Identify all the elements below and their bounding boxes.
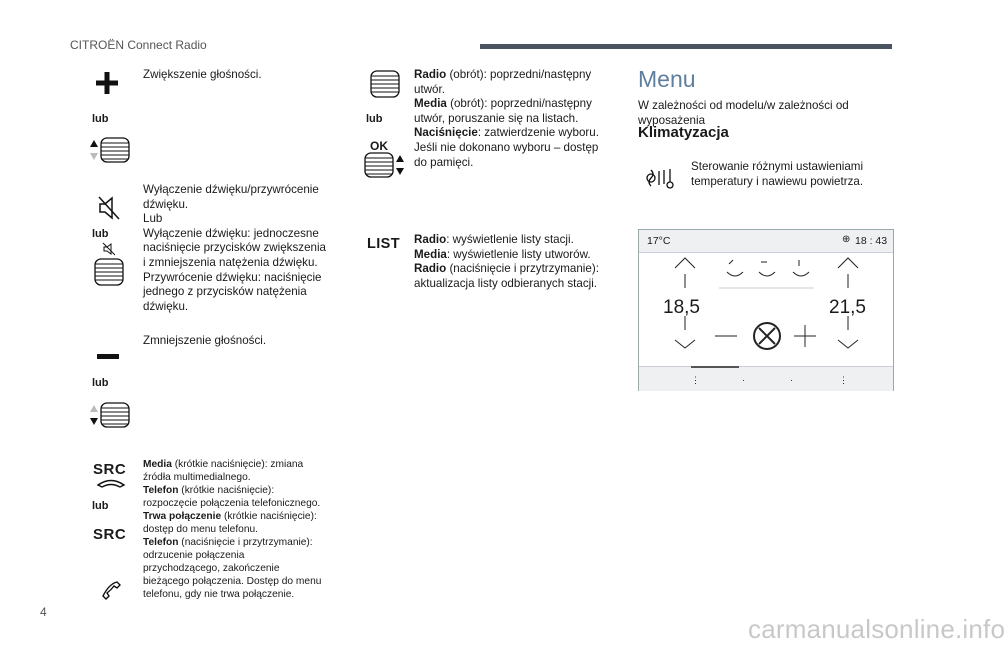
mute-description: Wyłączenie dźwięku/przywrócenie dźwięku. Lub Wyłączenie dźwięku: jednoczesne naciśnięcie przycisków zwiększenia i zmniejszenia natężenia dźwięku. Przywrócenie dźwięku: naciśnięcie jednego z przycisków natężenia dźwięku. [143, 183, 326, 313]
lub-label: lub [366, 113, 383, 125]
running-header: CITROËN Connect Radio [70, 38, 207, 52]
phone-icon [96, 478, 126, 488]
clock-icon: ⊕ [842, 234, 851, 245]
climate-icon [644, 166, 680, 190]
klimatyzacja-heading: Klimatyzacja [638, 124, 729, 141]
vol-down-text: Zmniejszenie głośności. [143, 334, 267, 347]
minus-icon [97, 354, 119, 360]
page-number: 4 [40, 605, 47, 619]
menu-dots-icon: ⋮ [691, 375, 700, 385]
lub-label: lub [92, 228, 109, 240]
ok-label: OK [370, 139, 388, 153]
menu-heading: Menu [638, 66, 696, 92]
plus-icon [96, 72, 118, 94]
lub-label: lub [92, 500, 109, 512]
wheel-thumb-up-icon [88, 137, 130, 163]
src-button-label: SRC [93, 461, 127, 478]
screen-bottom-bar [639, 366, 893, 391]
mute-small-icon [102, 242, 116, 256]
right-temp: 21,5 [829, 297, 866, 318]
left-temp: 18,5 [663, 297, 700, 318]
src-button-label: SRC [93, 526, 127, 543]
knob-icon [370, 70, 400, 98]
clock: 18 : 43 [855, 235, 888, 247]
list-button-label: LIST [367, 236, 401, 252]
knob-description: Radio (obrót): poprzedni/następny utwór. Media (obrót): poprzedni/następny utwór, poruszanie się na listach. Naciśnięcie: zatwierdzenie wyboru. Jeśli nie dokonano wyboru – dostęp do pamięci. [414, 68, 599, 169]
src-description: Media (krótkie naciśnięcie): zmiana źródła multimedialnego. Telefon (krótkie naciśnięcie): rozpoczęcie połączenia telefonicznego. Trwa połączenie (krótkie naciśnięcie): dostęp do menu telefonu. Telefon (naciśnięcie i przytrzymanie): odrzucenie połączenia przychodzącego, zakończenie bieżącego połączenia. Dostęp do menu telefonu, gdy nie trwa połączenie. [143, 459, 322, 600]
dot-icon: · [742, 375, 745, 385]
outside-temp: 17°C [647, 235, 671, 247]
menu-description: W zależności od modelu/w zależności od wyposażenia [638, 99, 849, 127]
wheel-thumb-down-icon [88, 402, 130, 428]
climate-screen [638, 229, 894, 391]
vol-up-text: Zwiększenie głośności. [143, 68, 262, 81]
watermark: carmanualsonline.info [748, 614, 1005, 644]
knob-press-icon [364, 152, 406, 178]
mute-icon [98, 196, 120, 220]
lub-label: lub [92, 377, 109, 389]
wheel-thumb-icon [94, 258, 124, 286]
dot-icon: · [790, 375, 793, 385]
klimatyzacja-description: Sterowanie różnymi ustawieniami temperatury i nawiewu powietrza. [691, 160, 864, 188]
header-bar [480, 44, 892, 49]
menu-dots-icon: ⋮ [839, 375, 848, 385]
active-tab-indicator [691, 366, 739, 368]
handset-icon [99, 578, 121, 600]
list-description: Radio: wyświetlenie listy stacji. Media: wyświetlenie listy utworów. Radio (naciśnięcie i przytrzymanie): aktualizacja listy odbieranych stacji. [414, 233, 599, 290]
lub-label: lub [92, 113, 109, 125]
